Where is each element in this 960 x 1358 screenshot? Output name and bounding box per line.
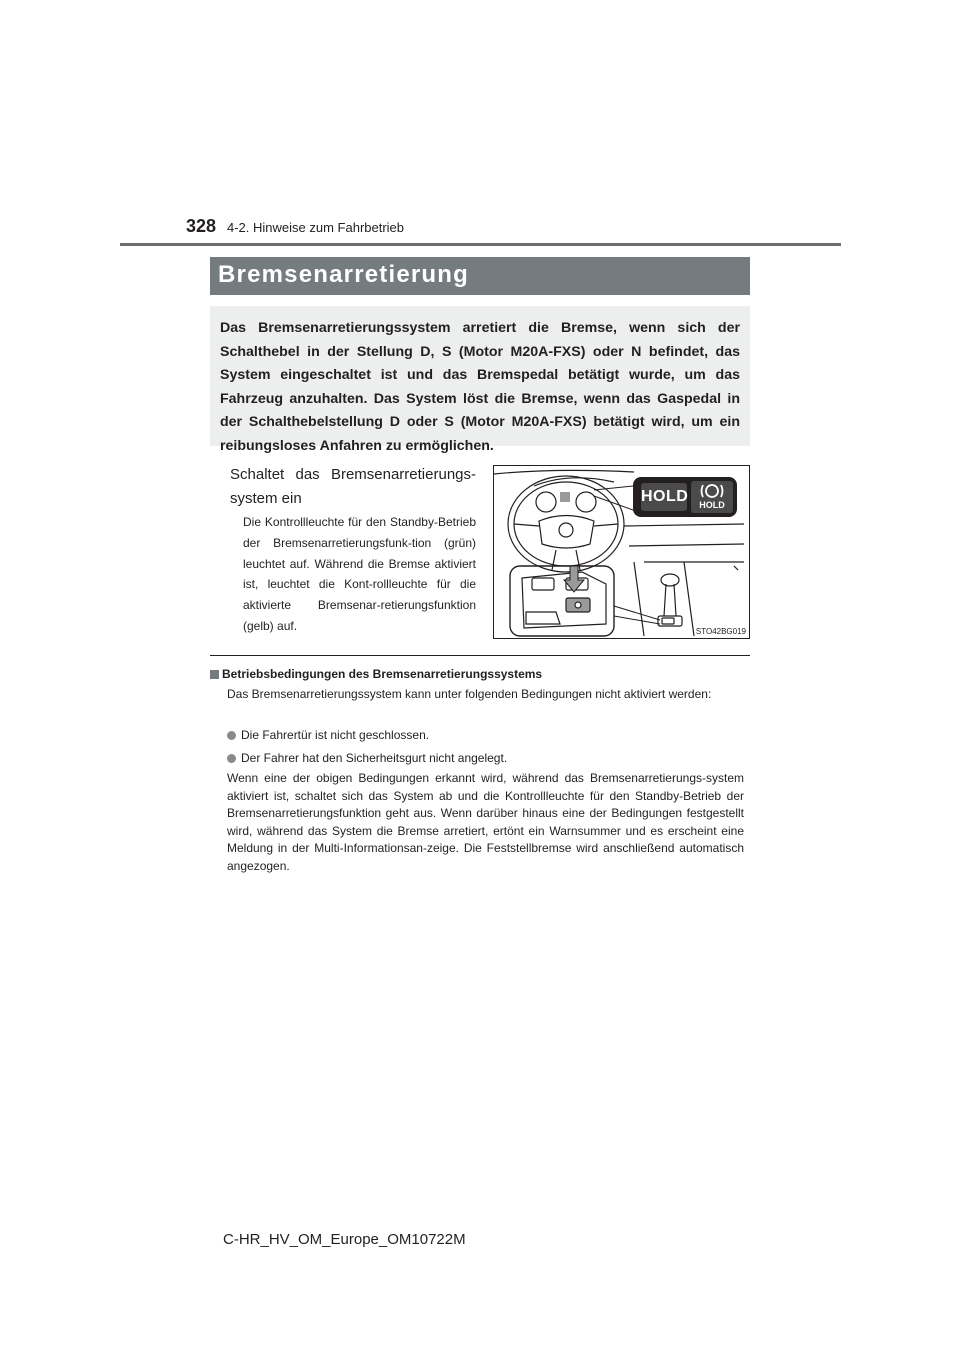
bullet-dot-icon [227,754,236,763]
hold-indicator-icon [641,483,687,511]
step-description: Die Kontrollleuchte für den Standby-Betrieb der Bremsenarretierungsfunk-tion (grün) leuchtet auf. Während die Bremse aktiviert ist, leuchtet die Kont-rollleuchte für die aktivierte Bremsenar-retierungsfunktion (gelb) auf. [243,515,476,633]
figure-code: STO42BG019 [695,627,746,636]
footer-document-id: C-HR_HV_OM_Europe_OM10722M [223,1231,466,1248]
header-divider [120,243,841,246]
list-item [227,727,429,744]
page-number: 328 [186,216,217,236]
step-title: Schaltet das Bremsenarretierungs-system ein [230,466,476,507]
section-divider [210,655,750,656]
title-bar [210,257,750,295]
list-item-text: Der Fahrer hat den Sicherheitsgurt nicht angelegt. [241,751,508,765]
list-item-text: Die Fahrertür ist nicht geschlossen. [241,728,430,742]
page-title: Bremsenarretierung [218,261,470,288]
intro-text: Das Bremsenarretierungssystem arretiert die Bremse, wenn sich der Schalthebel in der Stellung D, S (Motor M20A-FXS) oder N befindet, das System eingeschaltet ist und das Bremspedal betätigt wurde, um das Fahrzeug anzuhalten. Das System löst die Bremse, wenn das Gaspedal in der Schalthebelstellung D oder S (Motor M20A-FXS) betätigt wird, um ein reibungsloses Anfahren zu ermöglichen. [220,320,740,454]
conditions-closing: Wenn eine der obigen Bedingungen erkannt wird, während das Bremsenarretierungs-system aktiviert ist, schaltet sich das System ab und die Kontrollleuchte für den Standby-Betrieb der Bremsenarretierungsfunktion geht aus. Wenn darüber hinaus eine der Bedingungen festgestellt wird, während das System die Bremse arretiert, ertönt ein Warnsummer und es erscheint eine Meldung in der Multi-Informationsan-zeige. Die Feststellbremse wird anschließend automatisch angezogen. [227,771,744,873]
brake-hold-icon [691,481,733,513]
hold-icon-caption: HOLD [699,500,725,510]
hold-indicator-panel [633,477,737,517]
dashboard-illustration [493,465,750,639]
square-bullet-icon [210,670,219,679]
conditions-lead: Das Bremsenarretierungssystem kann unter folgenden Bedingungen nicht aktiviert werden: [227,687,712,701]
section-label: 4-2. Hinweise zum Fahrbetrieb [227,220,405,235]
intro-box [210,306,750,454]
hold-label: HOLD [641,488,689,505]
list-item [227,750,507,767]
bullet-dot-icon [227,731,236,740]
conditions-heading-text: Betriebsbedingungen des Bremsenarretierungssystems [222,667,543,681]
conditions-heading [210,667,542,681]
